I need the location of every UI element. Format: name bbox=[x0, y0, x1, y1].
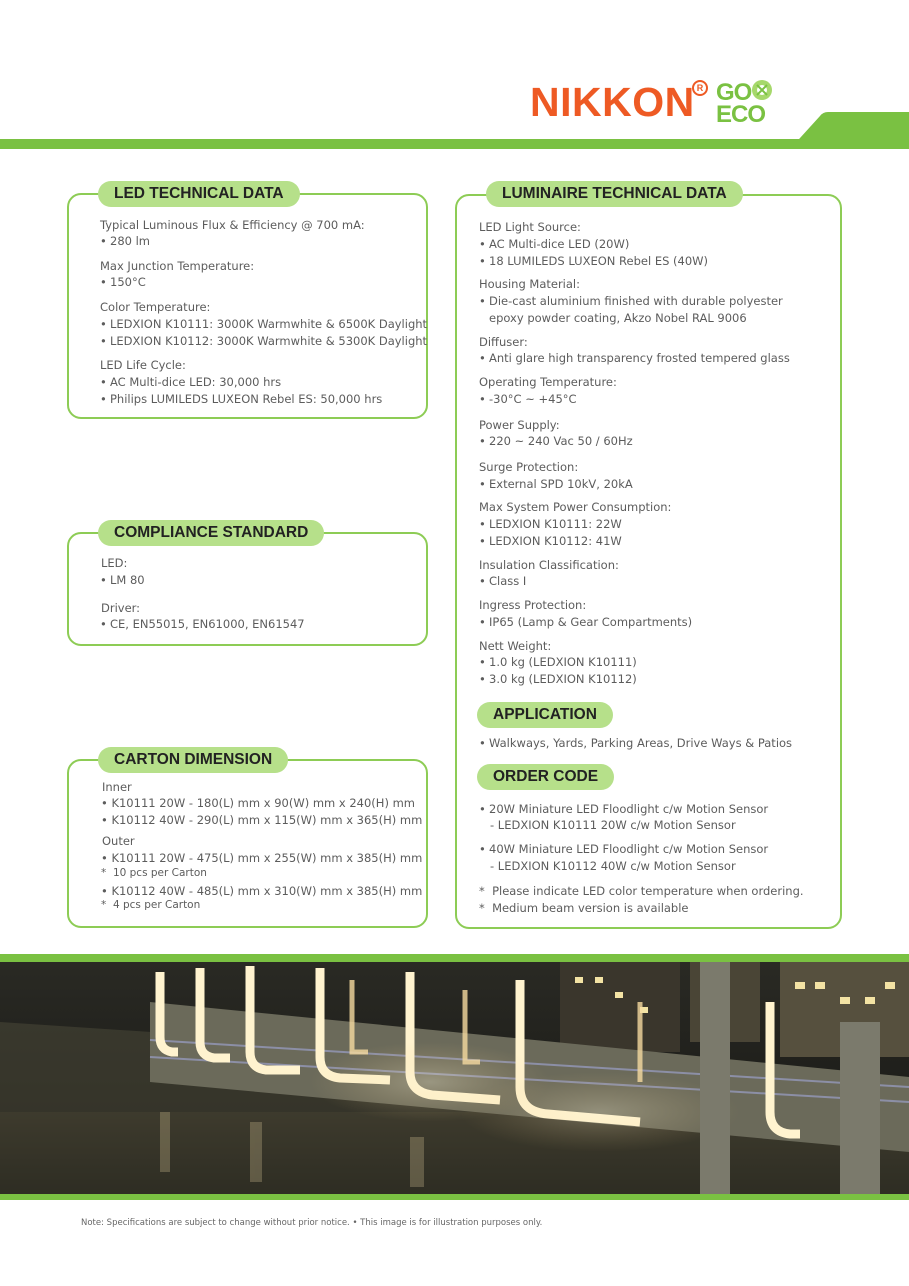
list-item: • Die-cast aluminium finished with durable polyester bbox=[479, 294, 783, 308]
footer-note: Note: Specifications are subject to change without prior notice. • This image is for illustration purposes only. bbox=[81, 1218, 543, 1228]
eco-logo-line1: GO bbox=[716, 79, 752, 106]
list-item: • 220 ~ 240 Vac 50 / 60Hz bbox=[479, 434, 633, 448]
list-item: • LEDXION K10112: 41W bbox=[479, 534, 622, 548]
list-item: • K10112 40W - 290(L) mm x 115(W) mm x 365(H) mm bbox=[101, 813, 423, 827]
application-title: APPLICATION bbox=[477, 702, 613, 728]
ingress-protection-label: Ingress Protection: bbox=[479, 598, 587, 612]
compliance-title: COMPLIANCE STANDARD bbox=[98, 520, 324, 546]
list-item: • Walkways, Yards, Parking Areas, Drive Ways & Patios bbox=[479, 736, 793, 750]
inner-label: Inner bbox=[102, 780, 132, 794]
list-item: • Class I bbox=[479, 574, 527, 588]
list-item: • 150°C bbox=[100, 275, 146, 289]
list-item: • LM 80 bbox=[100, 573, 145, 587]
carton-title: CARTON DIMENSION bbox=[98, 747, 288, 773]
photo-top-band bbox=[0, 954, 909, 962]
list-item: • CE, EN55015, EN61000, EN61547 bbox=[100, 617, 305, 631]
list-item: • K10111 20W - 180(L) mm x 90(W) mm x 240(H) mm bbox=[101, 796, 415, 810]
junction-label: Max Junction Temperature: bbox=[100, 259, 255, 273]
go-eco-logo bbox=[714, 78, 776, 128]
list-item: • 3.0 kg (LEDXION K10112) bbox=[479, 672, 637, 686]
life-cycle-label: LED Life Cycle: bbox=[100, 358, 186, 372]
list-item: epoxy powder coating, Akzo Nobel RAL 9006 bbox=[489, 311, 747, 325]
list-item: * 10 pcs per Carton bbox=[101, 867, 207, 879]
list-item: • IP65 (Lamp & Gear Compartments) bbox=[479, 615, 693, 629]
list-item: • AC Multi-dice LED: 30,000 hrs bbox=[100, 375, 282, 389]
list-item: • -30°C ~ +45°C bbox=[479, 392, 577, 406]
list-item: - LEDXION K10112 40W c/w Motion Sensor bbox=[490, 859, 736, 873]
header-green-bar bbox=[0, 139, 909, 149]
luminaire-title: LUMINAIRE TECHNICAL DATA bbox=[486, 181, 743, 207]
outer-label: Outer bbox=[102, 834, 135, 848]
insulation-label: Insulation Classification: bbox=[479, 558, 619, 572]
driver-standard-label: Driver: bbox=[101, 601, 141, 615]
list-item: • Philips LUMILEDS LUXEON Rebel ES: 50,000 hrs bbox=[100, 392, 383, 406]
list-item: • 280 lm bbox=[100, 234, 151, 248]
list-item: • 1.0 kg (LEDXION K10111) bbox=[479, 655, 637, 669]
list-item: • LEDXION K10111: 22W bbox=[479, 517, 622, 531]
list-item: • AC Multi-dice LED (20W) bbox=[479, 237, 630, 251]
list-item: • 20W Miniature LED Floodlight c/w Motion Sensor bbox=[479, 802, 769, 816]
power-supply-label: Power Supply: bbox=[479, 418, 560, 432]
surge-protection-label: Surge Protection: bbox=[479, 460, 579, 474]
led-technical-title: LED TECHNICAL DATA bbox=[98, 181, 300, 207]
order-code-title: ORDER CODE bbox=[477, 764, 614, 790]
list-item: * 4 pcs per Carton bbox=[101, 899, 201, 911]
photo-bottom-band bbox=[0, 1194, 909, 1200]
registered-mark: R bbox=[692, 80, 708, 96]
light-source-label: LED Light Source: bbox=[479, 220, 581, 234]
list-item: • External SPD 10kV, 20kA bbox=[479, 477, 633, 491]
diffuser-label: Diffuser: bbox=[479, 335, 528, 349]
flux-label: Typical Luminous Flux & Efficiency @ 700 mA: bbox=[100, 218, 365, 232]
power-consumption-label: Max System Power Consumption: bbox=[479, 500, 672, 514]
brand-logo: NIKKON bbox=[530, 79, 695, 125]
housing-label: Housing Material: bbox=[479, 277, 580, 291]
list-item: • 18 LUMILEDS LUXEON Rebel ES (40W) bbox=[479, 254, 709, 268]
list-item: • Anti glare high transparency frosted tempered glass bbox=[479, 351, 790, 365]
order-note: * Please indicate LED color temperature when ordering. bbox=[479, 884, 804, 898]
nett-weight-label: Nett Weight: bbox=[479, 639, 552, 653]
operating-temp-label: Operating Temperature: bbox=[479, 375, 617, 389]
color-temperature-label: Color Temperature: bbox=[100, 300, 211, 314]
header-corner-tab bbox=[790, 112, 909, 149]
eco-logo-line2: ECO bbox=[716, 101, 766, 128]
list-item: • LEDXION K10111: 3000K Warmwhite & 6500K Daylight bbox=[100, 317, 428, 331]
order-note: * Medium beam version is available bbox=[479, 901, 689, 915]
list-item: • LEDXION K10112: 3000K Warmwhite & 5300K Daylight bbox=[100, 334, 428, 348]
list-item: • 40W Miniature LED Floodlight c/w Motion Sensor bbox=[479, 842, 769, 856]
list-item: • K10112 40W - 485(L) mm x 310(W) mm x 385(H) mm bbox=[101, 884, 423, 898]
list-item: • K10111 20W - 475(L) mm x 255(W) mm x 385(H) mm bbox=[101, 851, 423, 865]
led-standard-label: LED: bbox=[101, 556, 128, 570]
bridge-night-photo bbox=[0, 962, 909, 1194]
list-item: - LEDXION K10111 20W c/w Motion Sensor bbox=[490, 818, 736, 832]
